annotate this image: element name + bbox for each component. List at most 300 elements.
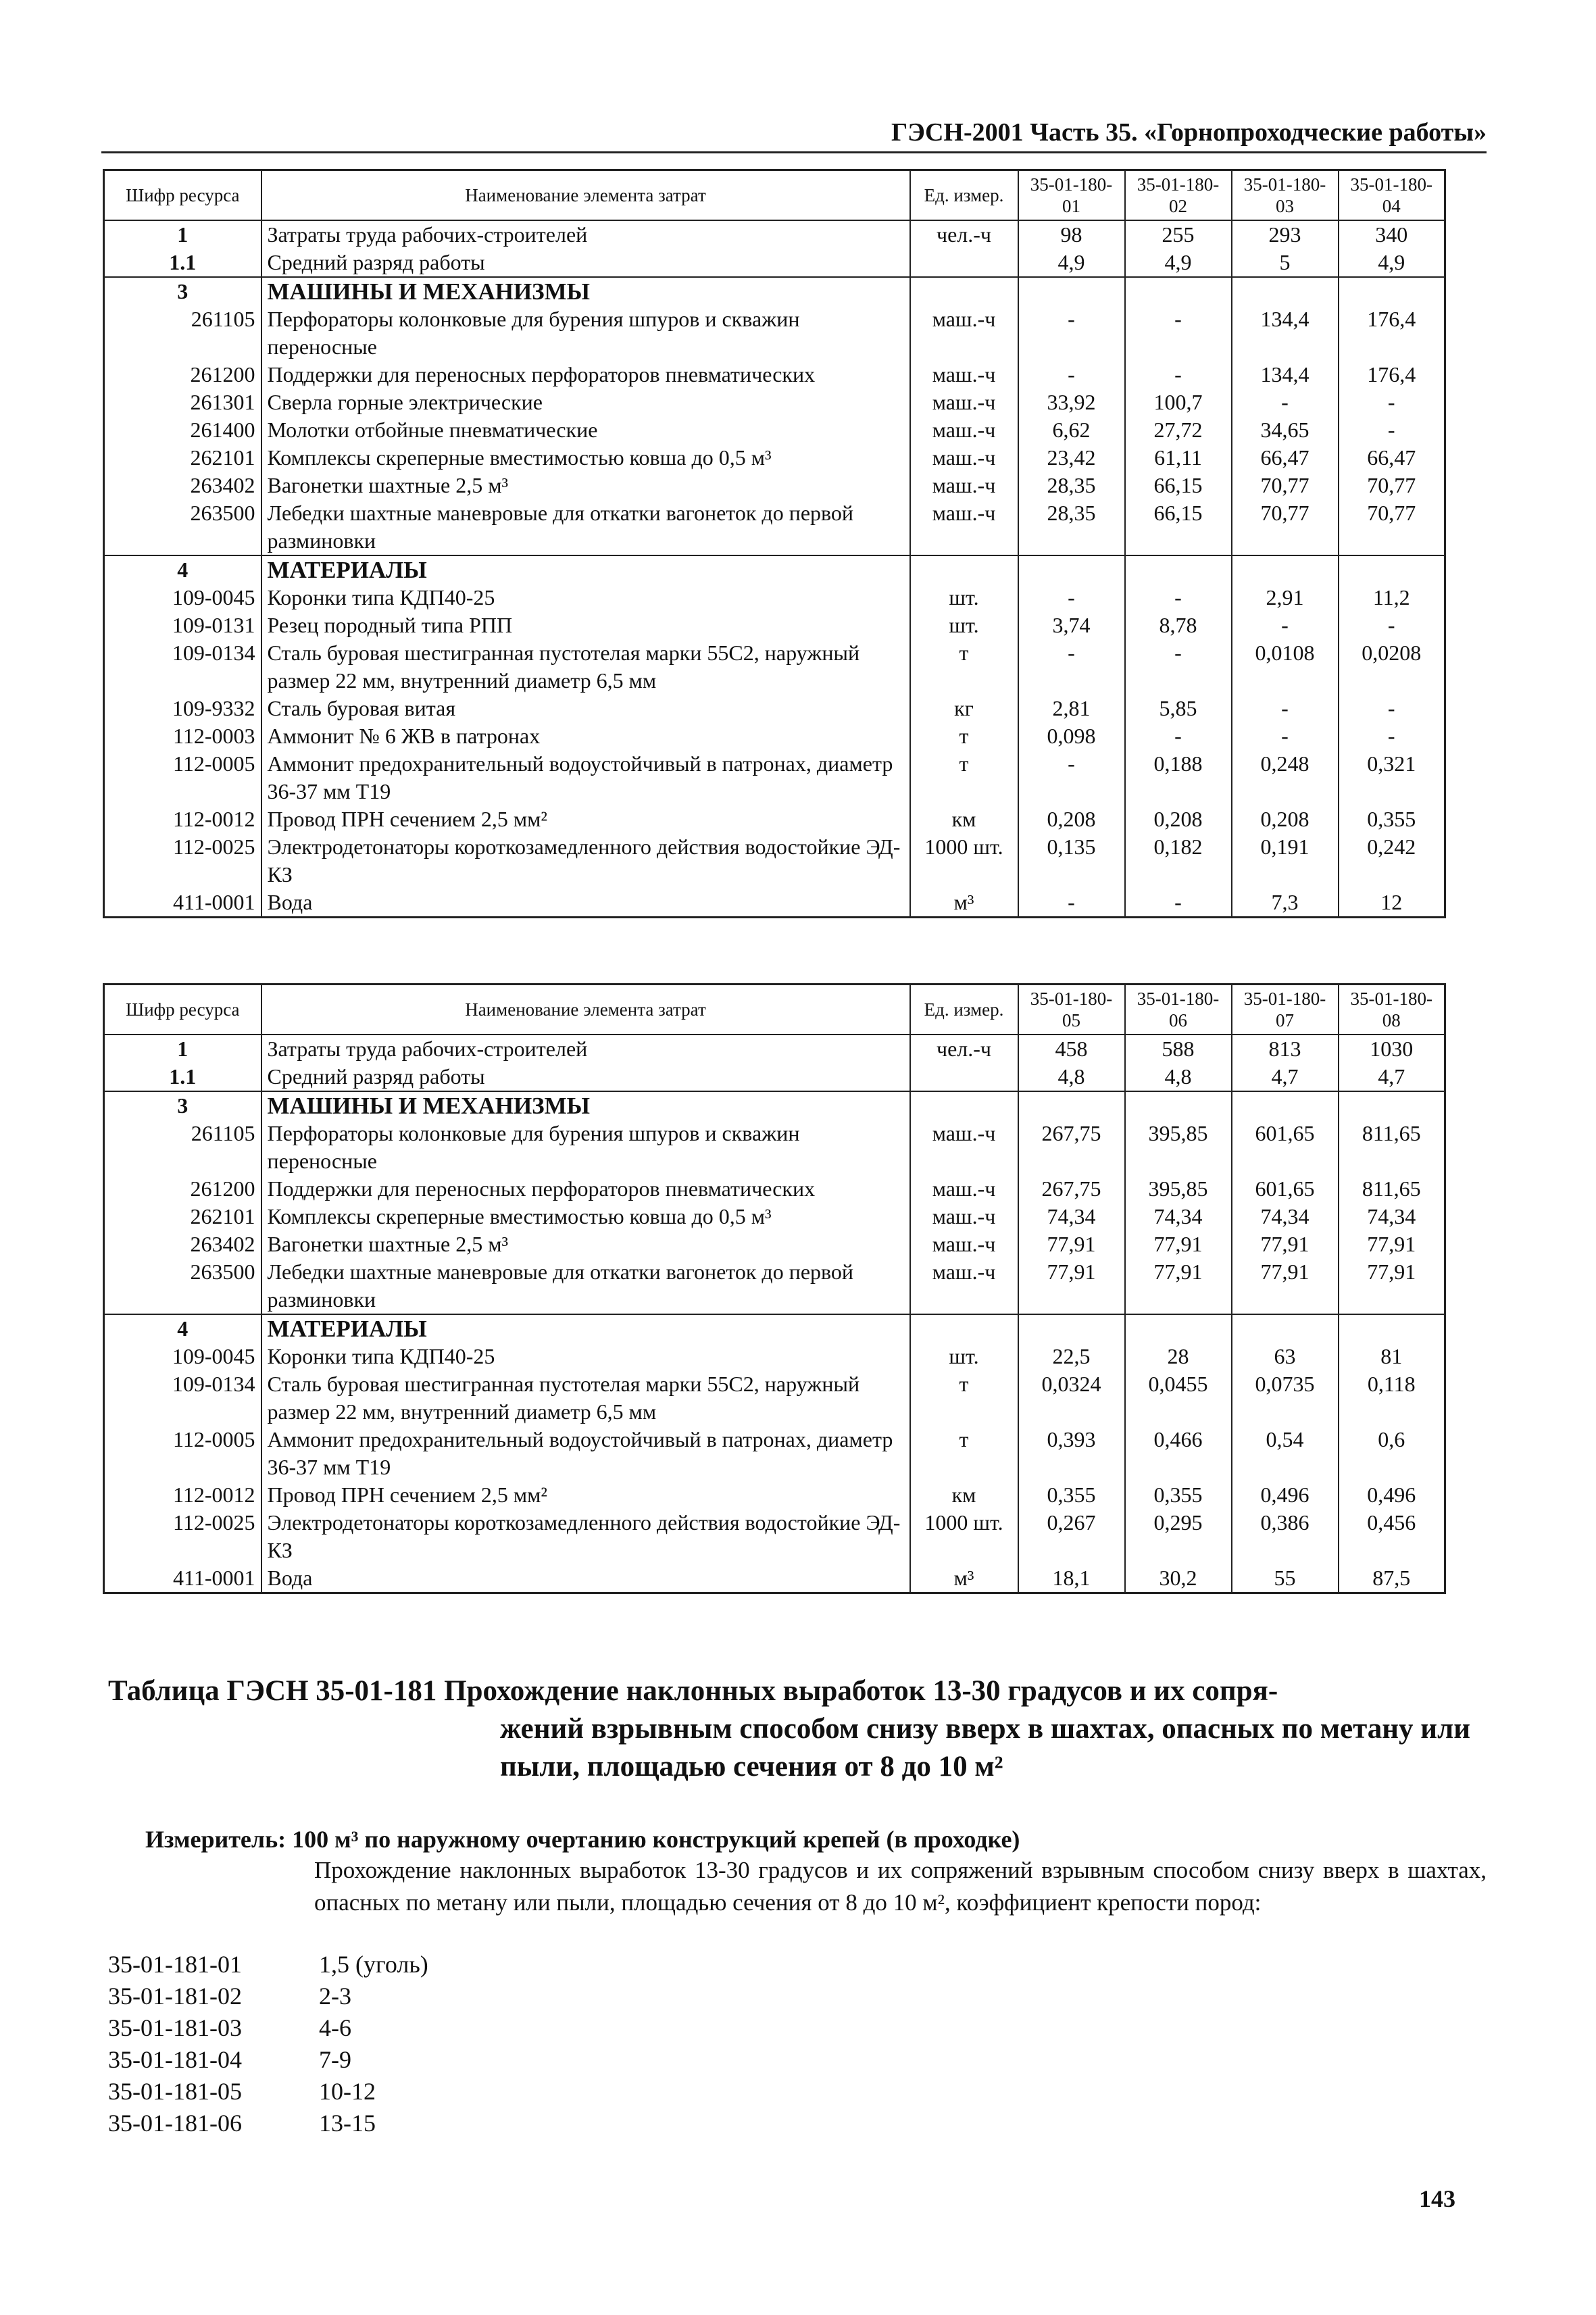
norm-value: 0,456: [1339, 1509, 1445, 1564]
unit: [910, 277, 1018, 305]
norm-value: 340: [1339, 220, 1445, 249]
table-row: [104, 1426, 1445, 1481]
norm-value: [1339, 555, 1445, 584]
resource-code: 112-0003: [104, 722, 261, 750]
norm-value: 61,11: [1125, 444, 1232, 472]
resource-code: 109-9332: [104, 695, 261, 722]
table-row: [104, 722, 1445, 750]
column-header: Ед. измер.: [910, 170, 1018, 221]
norm-value: [1232, 277, 1339, 305]
table-row: [104, 555, 1445, 584]
norm-value: -: [1125, 722, 1232, 750]
column-header: 35-01-180-01: [1018, 170, 1125, 221]
page-number: 143: [1419, 2185, 1455, 2212]
norm-value: 28,35: [1018, 472, 1125, 499]
table-row: [104, 750, 1445, 805]
unit: шт.: [910, 1343, 1018, 1370]
norm-value: 0,466: [1125, 1426, 1232, 1481]
norm-value: -: [1232, 695, 1339, 722]
resource-name: Молотки отбойные пневматические: [261, 416, 910, 444]
unit: чел.-ч: [910, 1035, 1018, 1063]
norm-value: 601,65: [1232, 1175, 1339, 1203]
norm-value: 77,91: [1018, 1258, 1125, 1314]
norm-value: 0,208: [1232, 805, 1339, 833]
table-row: [104, 305, 1445, 361]
norm-value: 74,34: [1339, 1203, 1445, 1230]
resource-name: Электродетонаторы короткозамедленного действия водостойкие ЭД-КЗ: [261, 833, 910, 889]
norm-value: -: [1125, 361, 1232, 389]
unit: маш.-ч: [910, 1258, 1018, 1314]
resource-name: Средний разряд работы: [261, 1063, 910, 1091]
table-row: [104, 612, 1445, 639]
table-row: [104, 1343, 1445, 1370]
norm-value: [1125, 555, 1232, 584]
norm-value: [1232, 555, 1339, 584]
norm-value: 74,34: [1018, 1203, 1125, 1230]
resource-code: 411-0001: [104, 889, 261, 918]
norm-value: 55: [1232, 1564, 1339, 1593]
variant-row: [108, 2076, 428, 2108]
variant-row: [108, 1981, 428, 2012]
unit: шт.: [910, 612, 1018, 639]
resource-name: Сталь буровая шестигранная пустотелая марки 55С2, наружный размер 22 мм, внутренний диаметр 6,5 мм: [261, 639, 910, 695]
column-header: 35-01-180-07: [1232, 985, 1339, 1035]
norm-value: 22,5: [1018, 1343, 1125, 1370]
norm-value: 0,321: [1339, 750, 1445, 805]
column-header: 35-01-180-06: [1125, 985, 1232, 1035]
norm-value: 66,47: [1232, 444, 1339, 472]
table-row: [104, 889, 1445, 918]
norm-value: 0,267: [1018, 1509, 1125, 1564]
norm-value: 0,182: [1125, 833, 1232, 889]
resource-name: Перфораторы колонковые для бурения шпуров и скважин переносные: [261, 1120, 910, 1175]
variant-code: 35-01-181-03: [108, 2014, 242, 2041]
unit: [910, 249, 1018, 277]
section-title: [108, 1672, 1487, 1786]
norm-value: 77,91: [1232, 1230, 1339, 1258]
column-header: Шифр ресурса: [104, 985, 261, 1035]
variant-code: 35-01-181-05: [108, 2078, 242, 2105]
norm-value: 87,5: [1339, 1564, 1445, 1593]
norm-value: 0,0735: [1232, 1370, 1339, 1426]
norm-value: 6,62: [1018, 416, 1125, 444]
norm-value: [1018, 1091, 1125, 1120]
resource-code: 262101: [104, 444, 261, 472]
measure-line: [145, 1823, 1490, 1856]
column-header: 35-01-180-08: [1339, 985, 1445, 1035]
norm-value: 23,42: [1018, 444, 1125, 472]
measure-label: Измеритель:: [145, 1826, 286, 1853]
unit: маш.-ч: [910, 1120, 1018, 1175]
resource-name: Вода: [261, 889, 910, 918]
norm-value: 0,496: [1232, 1481, 1339, 1509]
variant-row: [108, 2044, 428, 2076]
norm-value: 12: [1339, 889, 1445, 918]
resource-code: 1: [104, 220, 261, 249]
norm-value: 0,393: [1018, 1426, 1125, 1481]
unit: [910, 1091, 1018, 1120]
norm-value: -: [1339, 416, 1445, 444]
norm-value: 5: [1232, 249, 1339, 277]
norm-value: 2,91: [1232, 584, 1339, 612]
norm-value: 4,9: [1125, 249, 1232, 277]
resource-name: Поддержки для переносных перфораторов пневматических: [261, 1175, 910, 1203]
norm-value: 28,35: [1018, 499, 1125, 555]
norm-value: 0,191: [1232, 833, 1339, 889]
norm-value: 0,496: [1339, 1481, 1445, 1509]
resource-code: 3: [104, 277, 261, 305]
table-row: [104, 220, 1445, 249]
norm-value: 293: [1232, 220, 1339, 249]
column-header: 35-01-180-03: [1232, 170, 1339, 221]
table-row: [104, 639, 1445, 695]
column-header: 35-01-180-04: [1339, 170, 1445, 221]
norm-value: 3,74: [1018, 612, 1125, 639]
table-row: [104, 277, 1445, 305]
norm-value: 28: [1125, 1343, 1232, 1370]
norm-value: 811,65: [1339, 1120, 1445, 1175]
column-header: Шифр ресурса: [104, 170, 261, 221]
norm-value: 77,91: [1339, 1230, 1445, 1258]
norm-value: [1339, 1091, 1445, 1120]
resource-name: Резец породный типа РПП: [261, 612, 910, 639]
variant-code: 35-01-181-06: [108, 2110, 242, 2137]
norm-value: 0,208: [1125, 805, 1232, 833]
variant-value: 4-6: [319, 2014, 351, 2041]
resource-name: Поддержки для переносных перфораторов пневматических: [261, 361, 910, 389]
norm-value: 66,15: [1125, 472, 1232, 499]
norm-value: 0,0324: [1018, 1370, 1125, 1426]
norm-value: [1125, 1091, 1232, 1120]
norm-value: [1018, 555, 1125, 584]
norm-value: 4,9: [1339, 249, 1445, 277]
norm-value: 77,91: [1339, 1258, 1445, 1314]
section-title-continuation: жений взрывным способом снизу вверх в шахтах, опасных по метану или пыли, площадью сечения от 8 до 10 м²: [500, 1713, 1470, 1783]
norm-value: 0,355: [1125, 1481, 1232, 1509]
column-header: Ед. измер.: [910, 985, 1018, 1035]
unit: маш.-ч: [910, 499, 1018, 555]
unit: маш.-ч: [910, 416, 1018, 444]
norm-value: 18,1: [1018, 1564, 1125, 1593]
resource-name: Провод ПРН сечением 2,5 мм²: [261, 1481, 910, 1509]
unit: 1000 шт.: [910, 1509, 1018, 1564]
column-header: Наименование элемента затрат: [261, 170, 910, 221]
resource-name: Лебедки шахтные маневровые для откатки вагонеток до первой разминовки: [261, 1258, 910, 1314]
norm-value: [1018, 1314, 1125, 1343]
norm-value: 77,91: [1232, 1258, 1339, 1314]
resource-code: 1.1: [104, 1063, 261, 1091]
resource-code: 261105: [104, 305, 261, 361]
resource-name: Перфораторы колонковые для бурения шпуров и скважин переносные: [261, 305, 910, 361]
resource-code: 263500: [104, 1258, 261, 1314]
unit: [910, 555, 1018, 584]
section-title-lead: Таблица ГЭСН 35-01-181 Прохождение наклонных выработок 13-30 градусов и их сопря-: [108, 1675, 1278, 1707]
norm-value: 4,8: [1018, 1063, 1125, 1091]
table-header: [104, 170, 1445, 221]
table-row: [104, 1203, 1445, 1230]
work-description: Прохождение наклонных выработок 13-30 градусов и их сопряжений взрывным способом снизу вверх в шахтах, опасных по метану или пыли, площадью сечения от 8 до 10 м², коэффициент крепости пород:: [314, 1857, 1487, 1916]
norm-value: 395,85: [1125, 1120, 1232, 1175]
norm-value: -: [1339, 722, 1445, 750]
norm-value: 77,91: [1125, 1230, 1232, 1258]
norm-value: 0,386: [1232, 1509, 1339, 1564]
norm-value: 66,15: [1125, 499, 1232, 555]
table-row: [104, 499, 1445, 555]
norm-value: -: [1339, 389, 1445, 416]
norm-value: 66,47: [1339, 444, 1445, 472]
table-row: [104, 584, 1445, 612]
column-header: Наименование элемента затрат: [261, 985, 910, 1035]
unit: чел.-ч: [910, 220, 1018, 249]
norm-value: 70,77: [1339, 472, 1445, 499]
unit: шт.: [910, 584, 1018, 612]
table-row: [104, 1509, 1445, 1564]
resource-name: Комплексы скреперные вместимостью ковша до 0,5 м³: [261, 1203, 910, 1230]
resource-code: 4: [104, 1314, 261, 1343]
resource-code: 109-0134: [104, 639, 261, 695]
norm-value: 27,72: [1125, 416, 1232, 444]
variant-code: 35-01-181-02: [108, 1983, 242, 2010]
norm-value: -: [1232, 389, 1339, 416]
resource-name: Аммонит предохранительный водоустойчивый в патронах, диаметр 36-37 мм Т19: [261, 1426, 910, 1481]
variant-code: 35-01-181-04: [108, 2046, 242, 2073]
variant-value: 13-15: [319, 2110, 376, 2137]
norm-value: 134,4: [1232, 305, 1339, 361]
norm-value: 0,0208: [1339, 639, 1445, 695]
norm-value: -: [1125, 889, 1232, 918]
unit: т: [910, 639, 1018, 695]
column-header: 35-01-180-05: [1018, 985, 1125, 1035]
norm-value: 0,188: [1125, 750, 1232, 805]
resource-name: Сталь буровая шестигранная пустотелая марки 55С2, наружный размер 22 мм, внутренний диаметр 6,5 мм: [261, 1370, 910, 1426]
table-row: [104, 1175, 1445, 1203]
table-row: [104, 805, 1445, 833]
norm-value: -: [1339, 612, 1445, 639]
resource-name: Лебедки шахтные маневровые для откатки вагонеток до первой разминовки: [261, 499, 910, 555]
norm-value: -: [1018, 639, 1125, 695]
resource-code: 112-0005: [104, 1426, 261, 1481]
unit: 1000 шт.: [910, 833, 1018, 889]
variant-code: 35-01-181-01: [108, 1951, 242, 1978]
norm-value: 8,78: [1125, 612, 1232, 639]
norm-value: 5,85: [1125, 695, 1232, 722]
resource-name: Коронки типа КДП40-25: [261, 584, 910, 612]
unit: т: [910, 750, 1018, 805]
resource-name: Сверла горные электрические: [261, 389, 910, 416]
resource-code: 109-0134: [104, 1370, 261, 1426]
variant-row: [108, 2108, 428, 2139]
unit: [910, 1063, 1018, 1091]
norm-value: -: [1125, 639, 1232, 695]
norm-value: -: [1018, 305, 1125, 361]
norm-value: 255: [1125, 220, 1232, 249]
norm-value: -: [1018, 361, 1125, 389]
unit: т: [910, 1426, 1018, 1481]
norm-value: 0,6: [1339, 1426, 1445, 1481]
resource-name: Коронки типа КДП40-25: [261, 1343, 910, 1370]
unit: [910, 1314, 1018, 1343]
unit: т: [910, 722, 1018, 750]
unit: маш.-ч: [910, 444, 1018, 472]
norm-value: [1232, 1091, 1339, 1120]
resource-code: 109-0045: [104, 584, 261, 612]
unit: т: [910, 1370, 1018, 1426]
running-header: ГЭСН-2001 Часть 35. «Горнопроходческие работы»: [101, 118, 1487, 153]
norm-value: 34,65: [1232, 416, 1339, 444]
norm-value: 134,4: [1232, 361, 1339, 389]
resource-code: 109-0131: [104, 612, 261, 639]
norm-value: 0,098: [1018, 722, 1125, 750]
unit: маш.-ч: [910, 1203, 1018, 1230]
norm-value: 30,2: [1125, 1564, 1232, 1593]
table-row: [104, 1564, 1445, 1593]
resource-code: 109-0045: [104, 1343, 261, 1370]
resource-name: Электродетонаторы короткозамедленного действия водостойкие ЭД-КЗ: [261, 1509, 910, 1564]
norm-value: 100,7: [1125, 389, 1232, 416]
resource-code: 112-0025: [104, 1509, 261, 1564]
resource-code: 411-0001: [104, 1564, 261, 1593]
measure-text: 100 м³ по наружному очертанию конструкций крепей (в проходке): [292, 1826, 1020, 1853]
norm-value: 0,54: [1232, 1426, 1339, 1481]
resource-code: 263402: [104, 1230, 261, 1258]
norm-value: 267,75: [1018, 1120, 1125, 1175]
resource-name: Затраты труда рабочих-строителей: [261, 1035, 910, 1063]
norm-value: 813: [1232, 1035, 1339, 1063]
section-heading: МАШИНЫ И МЕХАНИЗМЫ: [261, 1091, 910, 1120]
norm-value: 176,4: [1339, 305, 1445, 361]
norm-value: 74,34: [1125, 1203, 1232, 1230]
table-row: [104, 1063, 1445, 1091]
norm-value: [1339, 277, 1445, 305]
resource-name: Вода: [261, 1564, 910, 1593]
variant-value: 2-3: [319, 1983, 351, 2010]
table-row: [104, 1120, 1445, 1175]
norm-value: [1232, 1314, 1339, 1343]
norm-value: -: [1232, 722, 1339, 750]
norm-value: -: [1018, 750, 1125, 805]
norm-value: 98: [1018, 220, 1125, 249]
table-row: [104, 361, 1445, 389]
norm-value: -: [1125, 584, 1232, 612]
table-row: [104, 695, 1445, 722]
resource-name: Комплексы скреперные вместимостью ковша до 0,5 м³: [261, 444, 910, 472]
unit: кг: [910, 695, 1018, 722]
norm-value: -: [1339, 695, 1445, 722]
table-row: [104, 1091, 1445, 1120]
section-heading: МАШИНЫ И МЕХАНИЗМЫ: [261, 277, 910, 305]
resource-code: 263402: [104, 472, 261, 499]
resource-code: 261200: [104, 361, 261, 389]
table-row: [104, 389, 1445, 416]
norm-value: 395,85: [1125, 1175, 1232, 1203]
unit: м³: [910, 1564, 1018, 1593]
table-row: [104, 249, 1445, 277]
norm-value: -: [1125, 305, 1232, 361]
norm-value: 4,7: [1232, 1063, 1339, 1091]
norm-value: 0,355: [1018, 1481, 1125, 1509]
norm-value: 4,9: [1018, 249, 1125, 277]
resource-name: Средний разряд работы: [261, 249, 910, 277]
norm-value: 0,355: [1339, 805, 1445, 833]
resource-code: 261105: [104, 1120, 261, 1175]
table-row: [104, 444, 1445, 472]
resource-code: 112-0005: [104, 750, 261, 805]
norm-value: -: [1018, 889, 1125, 918]
resource-code: 261301: [104, 389, 261, 416]
norm-value: 4,7: [1339, 1063, 1445, 1091]
resource-code: 261200: [104, 1175, 261, 1203]
norm-value: 0,242: [1339, 833, 1445, 889]
unit: маш.-ч: [910, 305, 1018, 361]
table-header: [104, 985, 1445, 1035]
resource-name: Сталь буровая витая: [261, 695, 910, 722]
table-row: [104, 1035, 1445, 1063]
section-heading: МАТЕРИАЛЫ: [261, 555, 910, 584]
column-header: 35-01-180-02: [1125, 170, 1232, 221]
norm-value: 267,75: [1018, 1175, 1125, 1203]
resource-code: 4: [104, 555, 261, 584]
variant-value: 1,5 (уголь): [319, 1951, 428, 1978]
norm-value: 81: [1339, 1343, 1445, 1370]
norm-value: [1125, 277, 1232, 305]
resource-name: Аммонит № 6 ЖВ в патронах: [261, 722, 910, 750]
unit: маш.-ч: [910, 389, 1018, 416]
norm-value: 33,92: [1018, 389, 1125, 416]
norm-value: -: [1232, 612, 1339, 639]
resource-code: 1.1: [104, 249, 261, 277]
norm-value: 0,0455: [1125, 1370, 1232, 1426]
resource-name: Провод ПРН сечением 2,5 мм²: [261, 805, 910, 833]
unit: км: [910, 1481, 1018, 1509]
resource-name: Вагонетки шахтные 2,5 м³: [261, 1230, 910, 1258]
variant-row: [108, 2012, 428, 2044]
norm-value: 0,118: [1339, 1370, 1445, 1426]
norm-value: 7,3: [1232, 889, 1339, 918]
table-row: [104, 1314, 1445, 1343]
section-heading: МАТЕРИАЛЫ: [261, 1314, 910, 1343]
norm-value: [1339, 1314, 1445, 1343]
norm-value: 77,91: [1125, 1258, 1232, 1314]
resource-table-2: [103, 983, 1446, 1594]
variant-value: 10-12: [319, 2078, 376, 2105]
unit: маш.-ч: [910, 472, 1018, 499]
norm-value: 11,2: [1339, 584, 1445, 612]
norm-value: 601,65: [1232, 1120, 1339, 1175]
unit: маш.-ч: [910, 361, 1018, 389]
norm-value: 70,77: [1339, 499, 1445, 555]
norm-value: 77,91: [1018, 1230, 1125, 1258]
norm-value: -: [1018, 584, 1125, 612]
resource-name: Аммонит предохранительный водоустойчивый в патронах, диаметр 36-37 мм Т19: [261, 750, 910, 805]
norm-value: 4,8: [1125, 1063, 1232, 1091]
norm-value: 0,208: [1018, 805, 1125, 833]
resource-code: 112-0012: [104, 1481, 261, 1509]
norm-value: 0,295: [1125, 1509, 1232, 1564]
unit: маш.-ч: [910, 1230, 1018, 1258]
norm-value: 70,77: [1232, 472, 1339, 499]
variant-row: [108, 1949, 428, 1981]
resource-code: 262101: [104, 1203, 261, 1230]
table-row: [104, 1258, 1445, 1314]
resource-code: 263500: [104, 499, 261, 555]
norm-value: 70,77: [1232, 499, 1339, 555]
norm-value: 74,34: [1232, 1203, 1339, 1230]
unit: м³: [910, 889, 1018, 918]
norm-value: 0,248: [1232, 750, 1339, 805]
norm-value: [1125, 1314, 1232, 1343]
resource-table-1: [103, 169, 1446, 918]
resource-name: Вагонетки шахтные 2,5 м³: [261, 472, 910, 499]
